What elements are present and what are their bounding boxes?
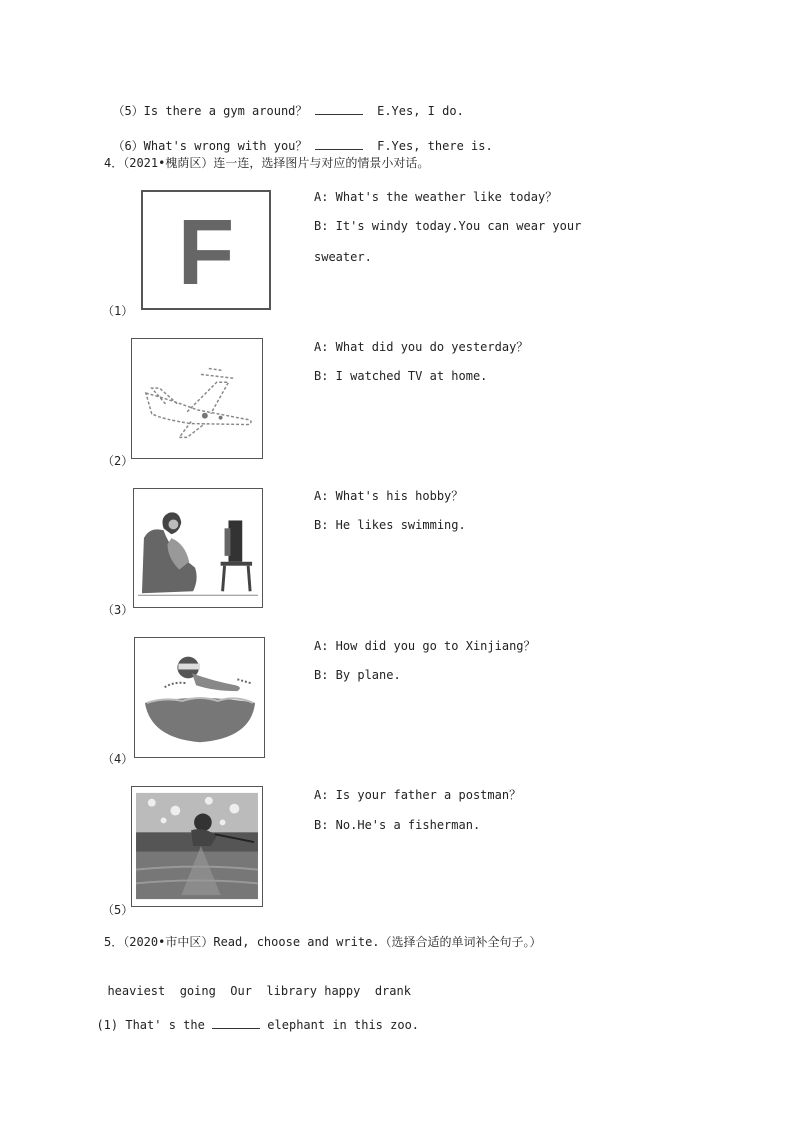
word-bank-item: library xyxy=(266,984,317,998)
dialogue-line: B: I watched TV at home. xyxy=(314,369,488,383)
dialogue-line: B: It's windy today.You can wear your xyxy=(314,219,582,233)
answer-blank[interactable] xyxy=(315,102,363,115)
dialogue-line: B: By plane. xyxy=(314,668,401,682)
item-number: （5） xyxy=(102,903,134,917)
match-option: F.Yes, there is. xyxy=(377,139,493,153)
question-5-title: 5．（2020•市中区）Read, choose and write.（选择合适的单词补全句子。） xyxy=(104,935,542,949)
match-item-label: （6）What's wrong with you？ xyxy=(112,139,308,153)
item-number: （4） xyxy=(102,752,134,766)
match-item-6 xyxy=(98,121,493,154)
answer-blank[interactable] xyxy=(212,1016,260,1029)
item-number: （3） xyxy=(102,603,134,617)
picture-1[interactable] xyxy=(141,190,271,310)
dialogue-line: A: What's the weather like today？ xyxy=(314,190,558,204)
word-bank-item: Our xyxy=(230,984,252,998)
airplane-icon xyxy=(132,339,262,458)
letter-f: F xyxy=(177,199,235,304)
word-bank-item: heaviest xyxy=(107,984,166,998)
match-option: E.Yes, I do. xyxy=(377,104,464,118)
swimming-icon xyxy=(135,638,264,757)
picture-3[interactable] xyxy=(133,488,263,608)
fisherman-icon xyxy=(132,787,262,906)
fill-sentence-1 xyxy=(82,1000,419,1033)
match-item-5 xyxy=(98,86,464,119)
match-item-label: （5）Is there a gym around？ xyxy=(112,104,308,118)
dialogue-line: sweater. xyxy=(314,250,372,264)
item-number: （1） xyxy=(102,304,134,318)
word-bank-item: drank xyxy=(374,984,411,998)
picture-5[interactable] xyxy=(131,786,263,907)
word-bank-item: happy xyxy=(324,984,361,998)
word-bank xyxy=(93,967,411,999)
letter-f-icon xyxy=(143,192,269,308)
dialogue-line: B: No.He's a fisherman. xyxy=(314,818,481,832)
question-4-title: 4．（2021•槐荫区）连一连，选择图片与对应的情景小对话。 xyxy=(104,156,430,170)
sentence-start: (1) That' s the xyxy=(96,1018,205,1032)
picture-4[interactable] xyxy=(134,637,265,758)
dialogue-line: A: What did you do yesterday？ xyxy=(314,340,529,354)
word-bank-item: going xyxy=(179,984,216,998)
dialogue-line: A: What's his hobby？ xyxy=(314,489,464,503)
dialogue-line: B: He likes swimming. xyxy=(314,518,466,532)
watching-tv-icon xyxy=(134,489,262,607)
dialogue-line: A: Is your father a postman？ xyxy=(314,788,522,802)
picture-2[interactable] xyxy=(131,338,263,459)
item-number: （2） xyxy=(102,454,134,468)
dialogue-line: A: How did you go to Xinjiang？ xyxy=(314,639,536,653)
answer-blank[interactable] xyxy=(315,137,363,150)
sentence-end: elephant in this zoo. xyxy=(267,1018,420,1032)
